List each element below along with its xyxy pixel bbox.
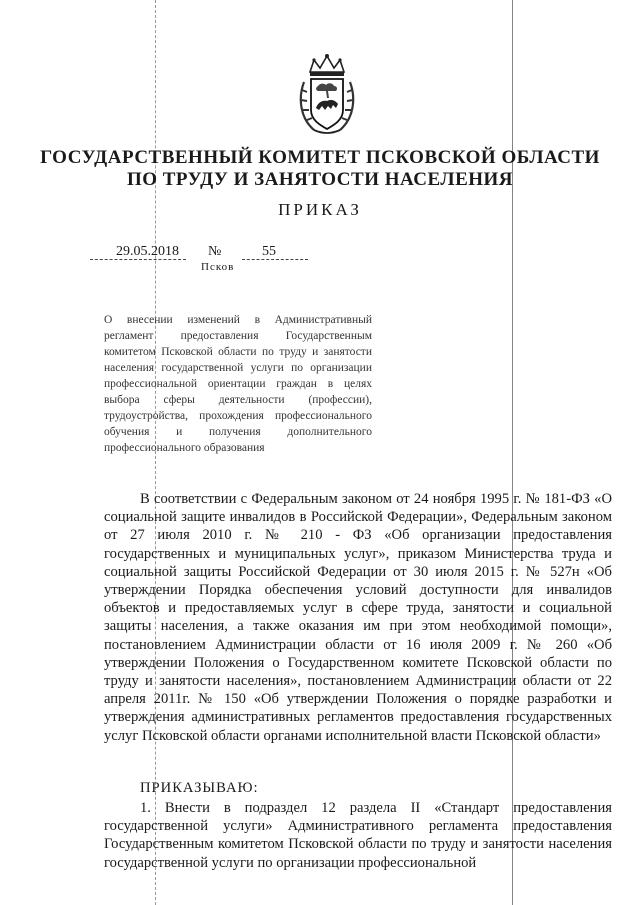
committee-name-line1: ГОСУДАРСТВЕННЫЙ КОМИТЕТ ПСКОВСКОЙ ОБЛАСТИ bbox=[40, 147, 600, 168]
order-title: ПРИКАЗ bbox=[278, 200, 362, 219]
scan-artifact-line bbox=[512, 0, 513, 905]
order-directive-word: ПРИКАЗЫВАЮ: bbox=[140, 780, 259, 796]
order-place: Псков bbox=[201, 261, 235, 273]
order-subject: О внесении изменений в Административный регламент предоставления Государственным комитетом Псковской области по труду и занятости населения государственной услуги по организации профессиональной ориентации граждан в целях выбора сферы деятельности (профессии), трудоустройства, прохождения профессионального обучения и получения дополнительного профессионального образования bbox=[104, 314, 372, 454]
coat-of-arms-emblem bbox=[296, 52, 358, 136]
order-date: 29.05.2018 bbox=[116, 244, 179, 259]
committee-name-line2: ПО ТРУДУ И ЗАНЯТОСТИ НАСЕЛЕНИЯ bbox=[126, 169, 514, 190]
preamble-paragraph: В соответствии с Федеральным законом от 24 ноября 1995 г. № 181-ФЗ «О социальной защите инвалидов в Российской Федерации», Федеральным законом от 27 июля 2010 г. № 210 - ФЗ «Об организации предоставления государственных и муниципальных услуг», приказом Министерства труда и социальной защиты Российской Федерации от 30 июля 2015 г. № 527н «Об утверждении Порядка обеспечения условий доступности для инвалидов объектов и предоставляемых услуг в сфере труда, занятости и социальной защиты населения, а также оказания им при этом необходимой помощи», постановлением Администрации области от 16 июля 2009 г. № 260 «Об утверждении Положения о Государственном комитете Псковской области по труду и занятости населения», постановлением Администрации области от 22 апреля 2011г. № 150 «Об утверждении Положения о порядке разработки и утверждения административных регламентов предоставления государственных услуг Псковской области органами исполнительной власти Псковской области» bbox=[104, 491, 612, 744]
order-item-1: 1. Внести в подраздел 12 раздела II «Стандарт предоставления государственной услуги» Административного регламента предоставления Государственным комитетом Псковской области по труду и занятости населения государственной услуги по организации профессиональной bbox=[104, 800, 612, 871]
number-sign: № bbox=[208, 244, 222, 259]
order-number: 55 bbox=[262, 244, 276, 259]
